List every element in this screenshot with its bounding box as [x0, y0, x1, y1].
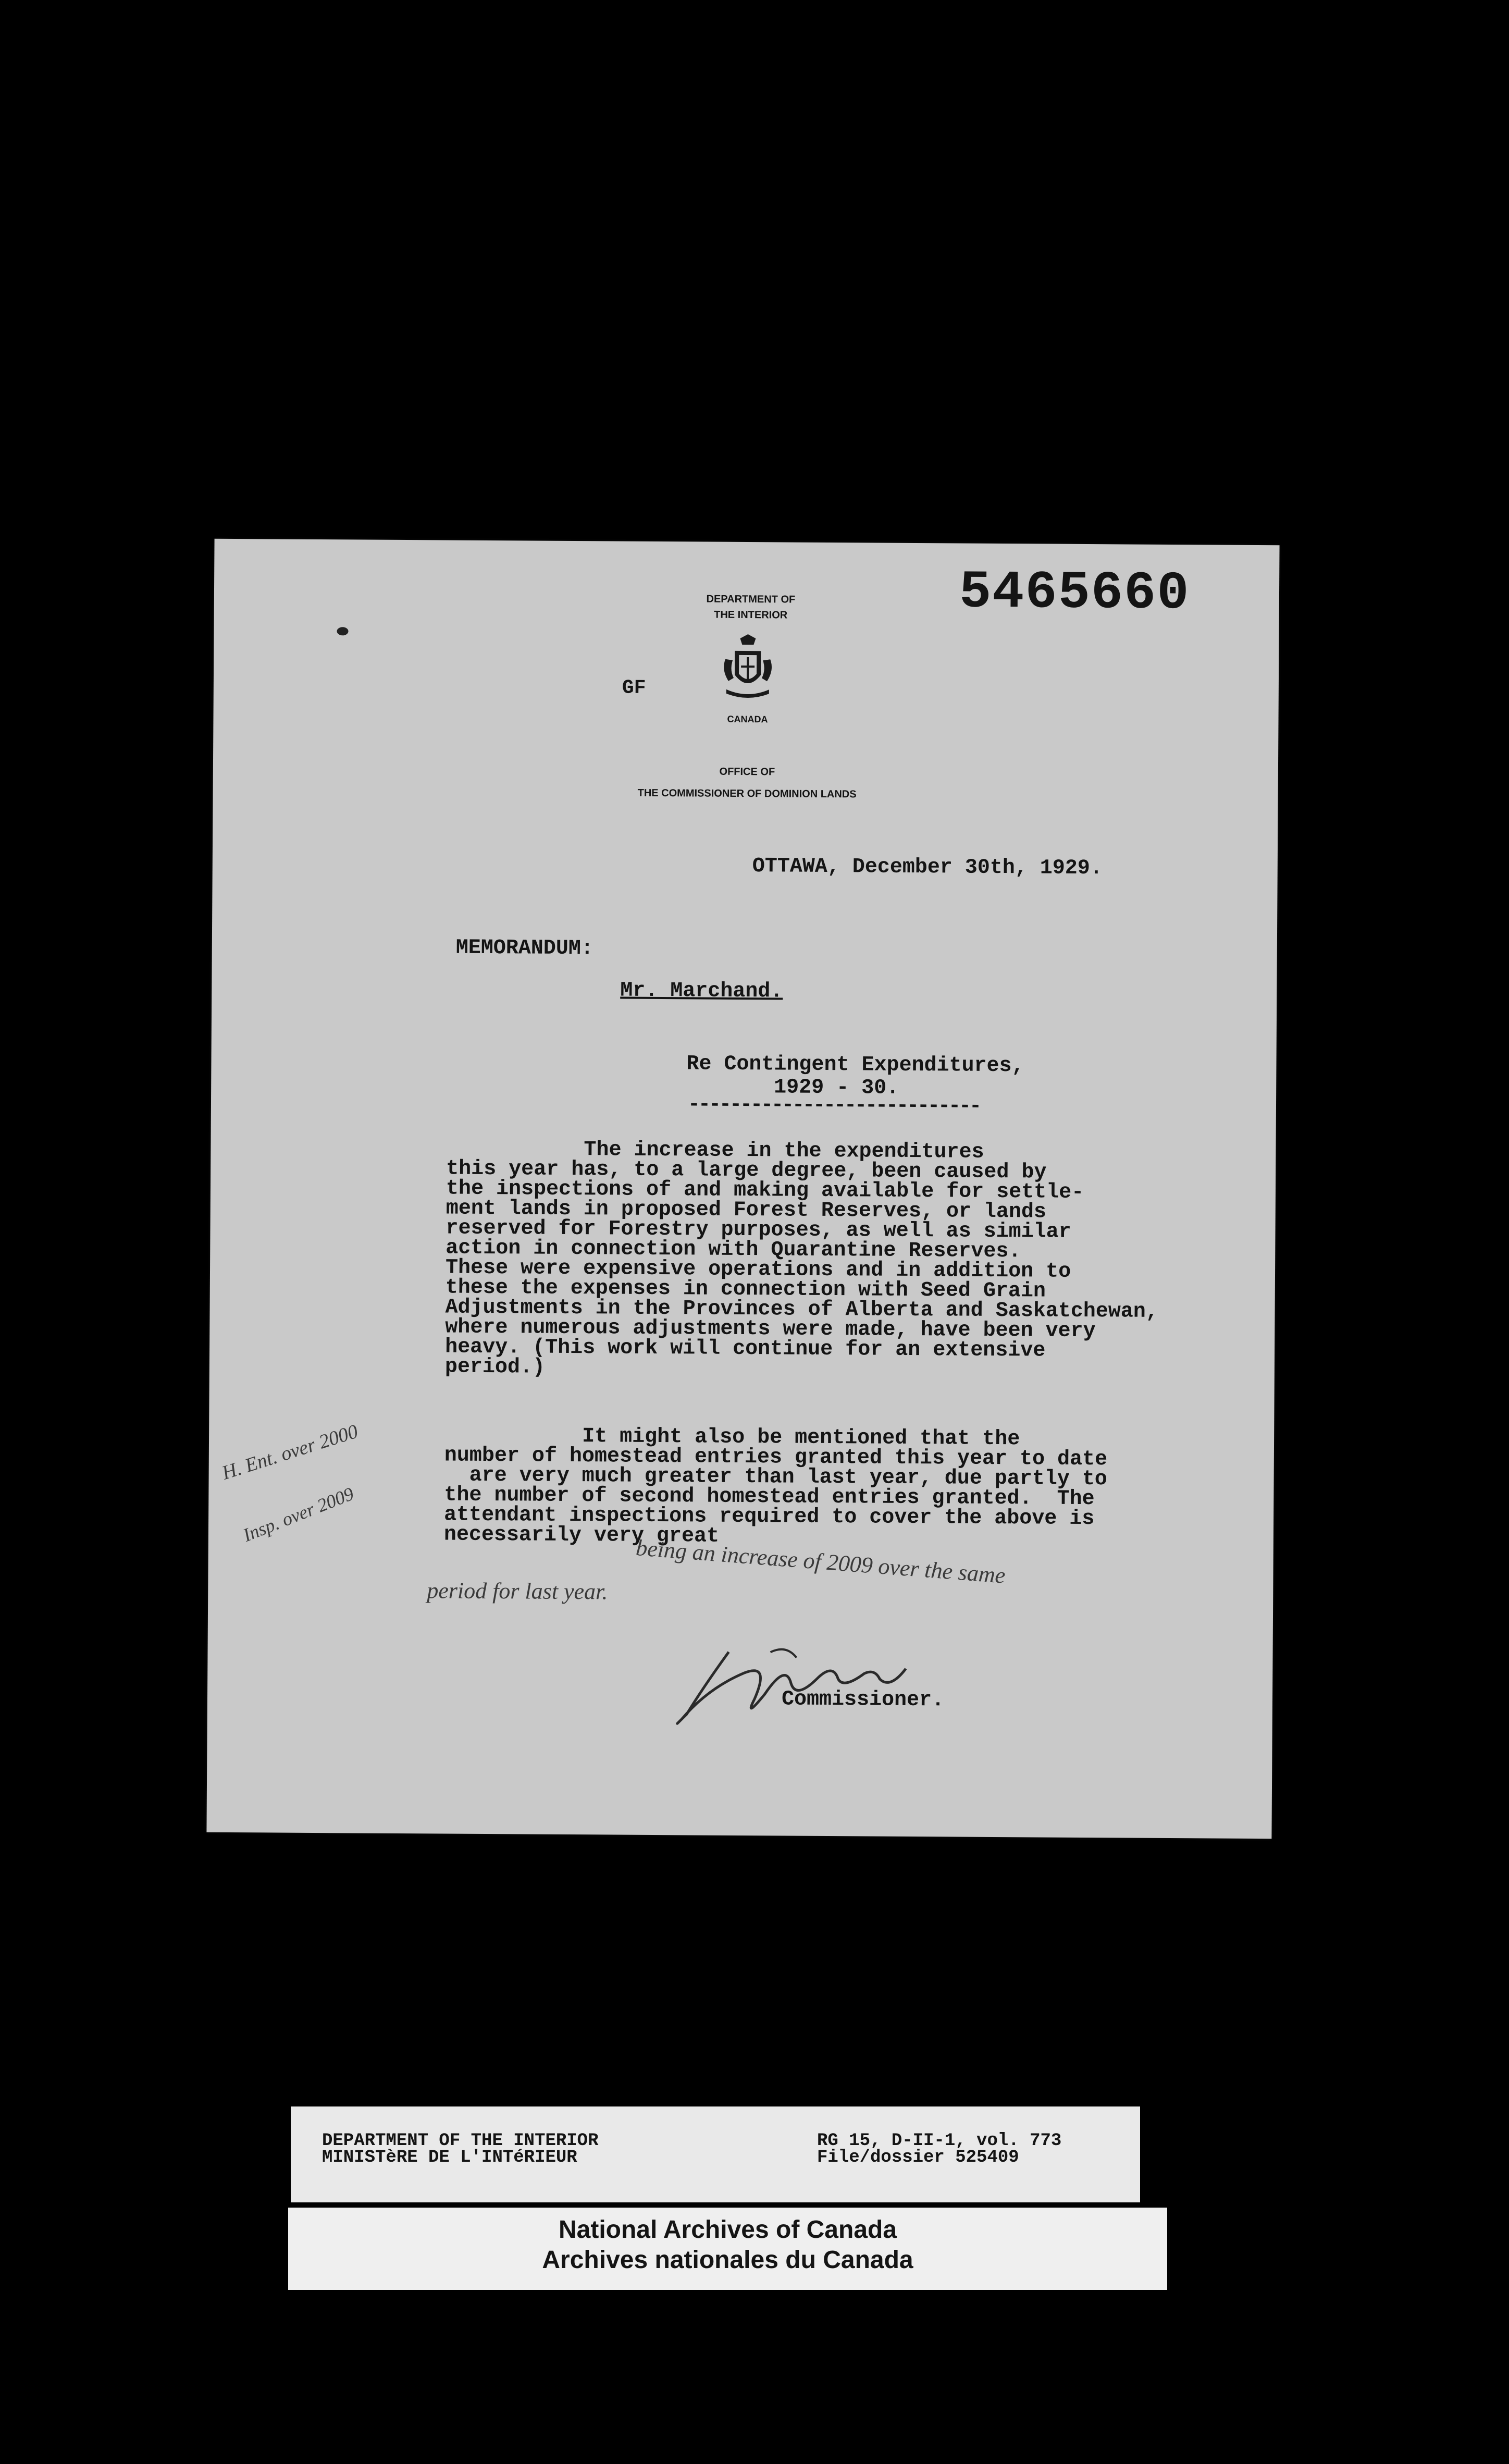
memo-paragraph-2: It might also be mentioned that the number of homestead entries granted this year to date are very much greater than last year, due partly to the number of second homestead entries granted. The attendant inspections required to cover the above is necessarily very great [443, 1424, 1108, 1548]
department-line-1: DEPARTMENT OF [706, 593, 796, 606]
margin-note-2: Insp. over 2009 [240, 1483, 357, 1546]
label-reference [817, 2133, 1061, 2166]
coat-of-arms-icon [719, 633, 777, 701]
archive-reference-label [291, 2106, 1140, 2202]
margin-note-1: H. Ent. over 2000 [219, 1420, 361, 1484]
archive-name-en: National Archives of Canada [558, 2216, 897, 2244]
subject-rule: ---------------------------- [687, 1093, 980, 1118]
crest-caption: CANADA [727, 713, 768, 725]
label-department-en: DEPARTMENT OF THE INTERIOR [322, 2131, 599, 2151]
memo-recipient: Mr. Marchand. [620, 979, 783, 1004]
archive-name-fr: Archives nationales du Canada [542, 2246, 913, 2274]
label-record-group: RG 15, D-II-1, vol. 773 [817, 2131, 1062, 2151]
memo-paragraph-1: The increase in the expenditures this year has, to a large degree, been caused by the inspections of and making available for settle- ment lands in proposed Forest Reserves, or lands reserved for Forestry purposes, as well as similar action in connection with Quarantine Reserves. These were expensive operations and in addition to these the expenses in connection with Seed Grain Adjustments in the Provinces of Alberta and Saskatchewan, where numerous adjustments were made, have been very heavy. (This work will continue for an extensive period.) [444, 1137, 1158, 1379]
label-department-fr: MINISTèRE DE L'INTéRIEUR [322, 2148, 577, 2167]
label-file: File/dossier 525409 [817, 2148, 1019, 2167]
subject-line-1: Re Contingent Expenditures, [686, 1052, 1024, 1078]
handwritten-insert-2: period for last year. [427, 1578, 608, 1605]
subject-line-2: 1929 - 30. [774, 1076, 899, 1100]
document-number: 5465660 [959, 562, 1190, 624]
memo-sheet [206, 539, 1279, 1839]
stain-mark [337, 627, 348, 635]
department-header [652, 591, 850, 623]
office-header [567, 760, 927, 806]
memo-heading: MEMORANDUM: [455, 936, 593, 961]
handwritten-insert-1: being an increase of 2009 over the same [635, 1535, 1007, 1588]
department-line-2: THE INTERIOR [714, 609, 788, 621]
archive-stamp [288, 2208, 1167, 2290]
archive-name [288, 2215, 1167, 2275]
label-department [322, 2133, 599, 2166]
commissioner-signature [666, 1641, 937, 1731]
initials: GF [622, 676, 646, 699]
office-line-1: OFFICE OF [719, 766, 775, 778]
memo-date: OTTAWA, December 30th, 1929. [752, 855, 1103, 881]
signature-title: Commissioner. [781, 1687, 945, 1713]
office-line-2: THE COMMISSIONER OF DOMINION LANDS [637, 787, 857, 800]
